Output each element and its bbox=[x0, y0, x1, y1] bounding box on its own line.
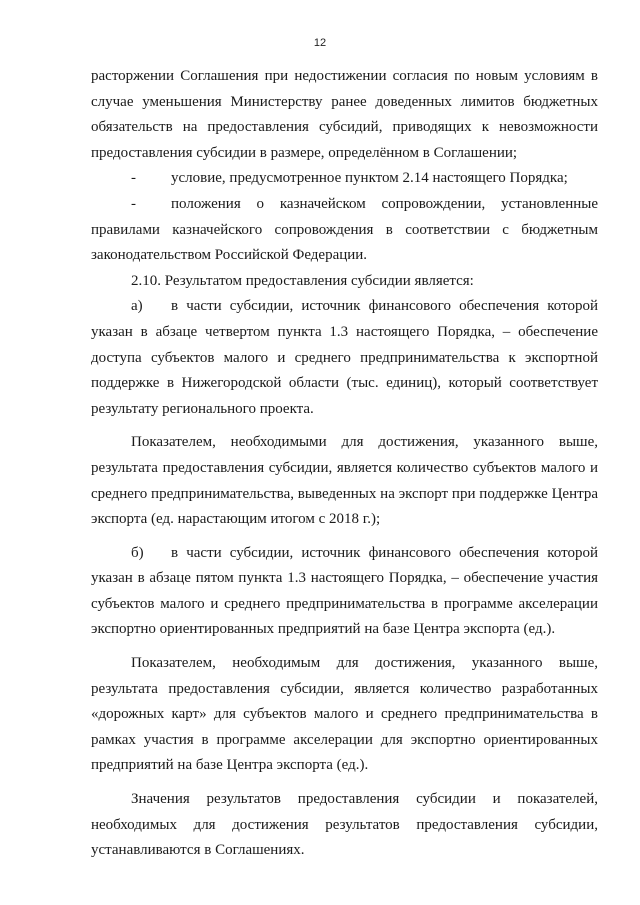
list-item-condition-2-14 bbox=[91, 166, 598, 192]
list-item-text: условие, предусмотренное пунктом 2.14 настоящего Порядка; bbox=[171, 170, 568, 187]
dash-marker: - bbox=[131, 170, 136, 187]
paragraph-indicator-b: Показателем, необходимым для достижения, указанного выше, результата предоставления субсидии, является количество разработанных «дорожных карт» для субъектов малого и среднего предпринимательства в рамках участия в программе акселерации для экспортно ориентированных предприятий на базе Центра экспорта (ед.). bbox=[91, 655, 598, 774]
list-item-text: в части субсидии, источник финансового обеспечения которой указан в абзаце четвертом пункта 1.3 настоящего Порядка, – обеспечение доступа субъектов малого и среднего предпринимательства к экспортной поддержке в Нижегородской области (тыс. единиц), который соответствует результату регионального проекта. bbox=[91, 298, 598, 417]
body-text bbox=[91, 64, 598, 864]
letter-marker-a: а) bbox=[131, 298, 143, 315]
clause-2-10-heading: 2.10. Результатом предоставления субсидии является: bbox=[131, 272, 474, 289]
list-item-a bbox=[91, 294, 598, 422]
list-item-text: положения о казначейском сопровождении, установленные правилами казначейского сопровождения в соответствии с бюджетным законодательством Российской Федерации. bbox=[91, 195, 598, 264]
dash-marker: - bbox=[131, 195, 136, 212]
paragraph-values: Значения результатов предоставления субсидии и показателей, необходимых для достижения результатов предоставления субсидии, устанавливаются в Соглашениях. bbox=[91, 791, 598, 859]
letter-marker-b: б) bbox=[131, 544, 144, 561]
paragraph-indicator-a: Показателем, необходимыми для достижения, указанного выше, результата предоставления субсидии, является количество субъектов малого и среднего предпринимательства, выведенных на экспорт при поддержке Центра экспорта (ед. нарастающим итогом с 2018 г.); bbox=[91, 434, 598, 528]
list-item-b bbox=[91, 541, 598, 643]
list-item-text: в части субсидии, источник финансового обеспечения которой указан в абзаце пятом пункта 1.3 настоящего Порядка, – обеспечение участия субъектов малого и среднего предпринимательства в программе акселерации экспортно ориентированных предприятий на базе Центра экспорта (ед.). bbox=[91, 544, 598, 638]
list-item-treasury-support bbox=[91, 192, 598, 269]
page-number: 12 bbox=[313, 37, 327, 49]
paragraph-termination-conditions: расторжении Соглашения при недостижении согласия по новым условиям в случае уменьшения Министерству ранее доведенных лимитов бюджетных обязательств на предоставления субсидий, приводящих к невозможности предоставления субсидии в размере, определённом в Соглашении; bbox=[91, 68, 598, 161]
